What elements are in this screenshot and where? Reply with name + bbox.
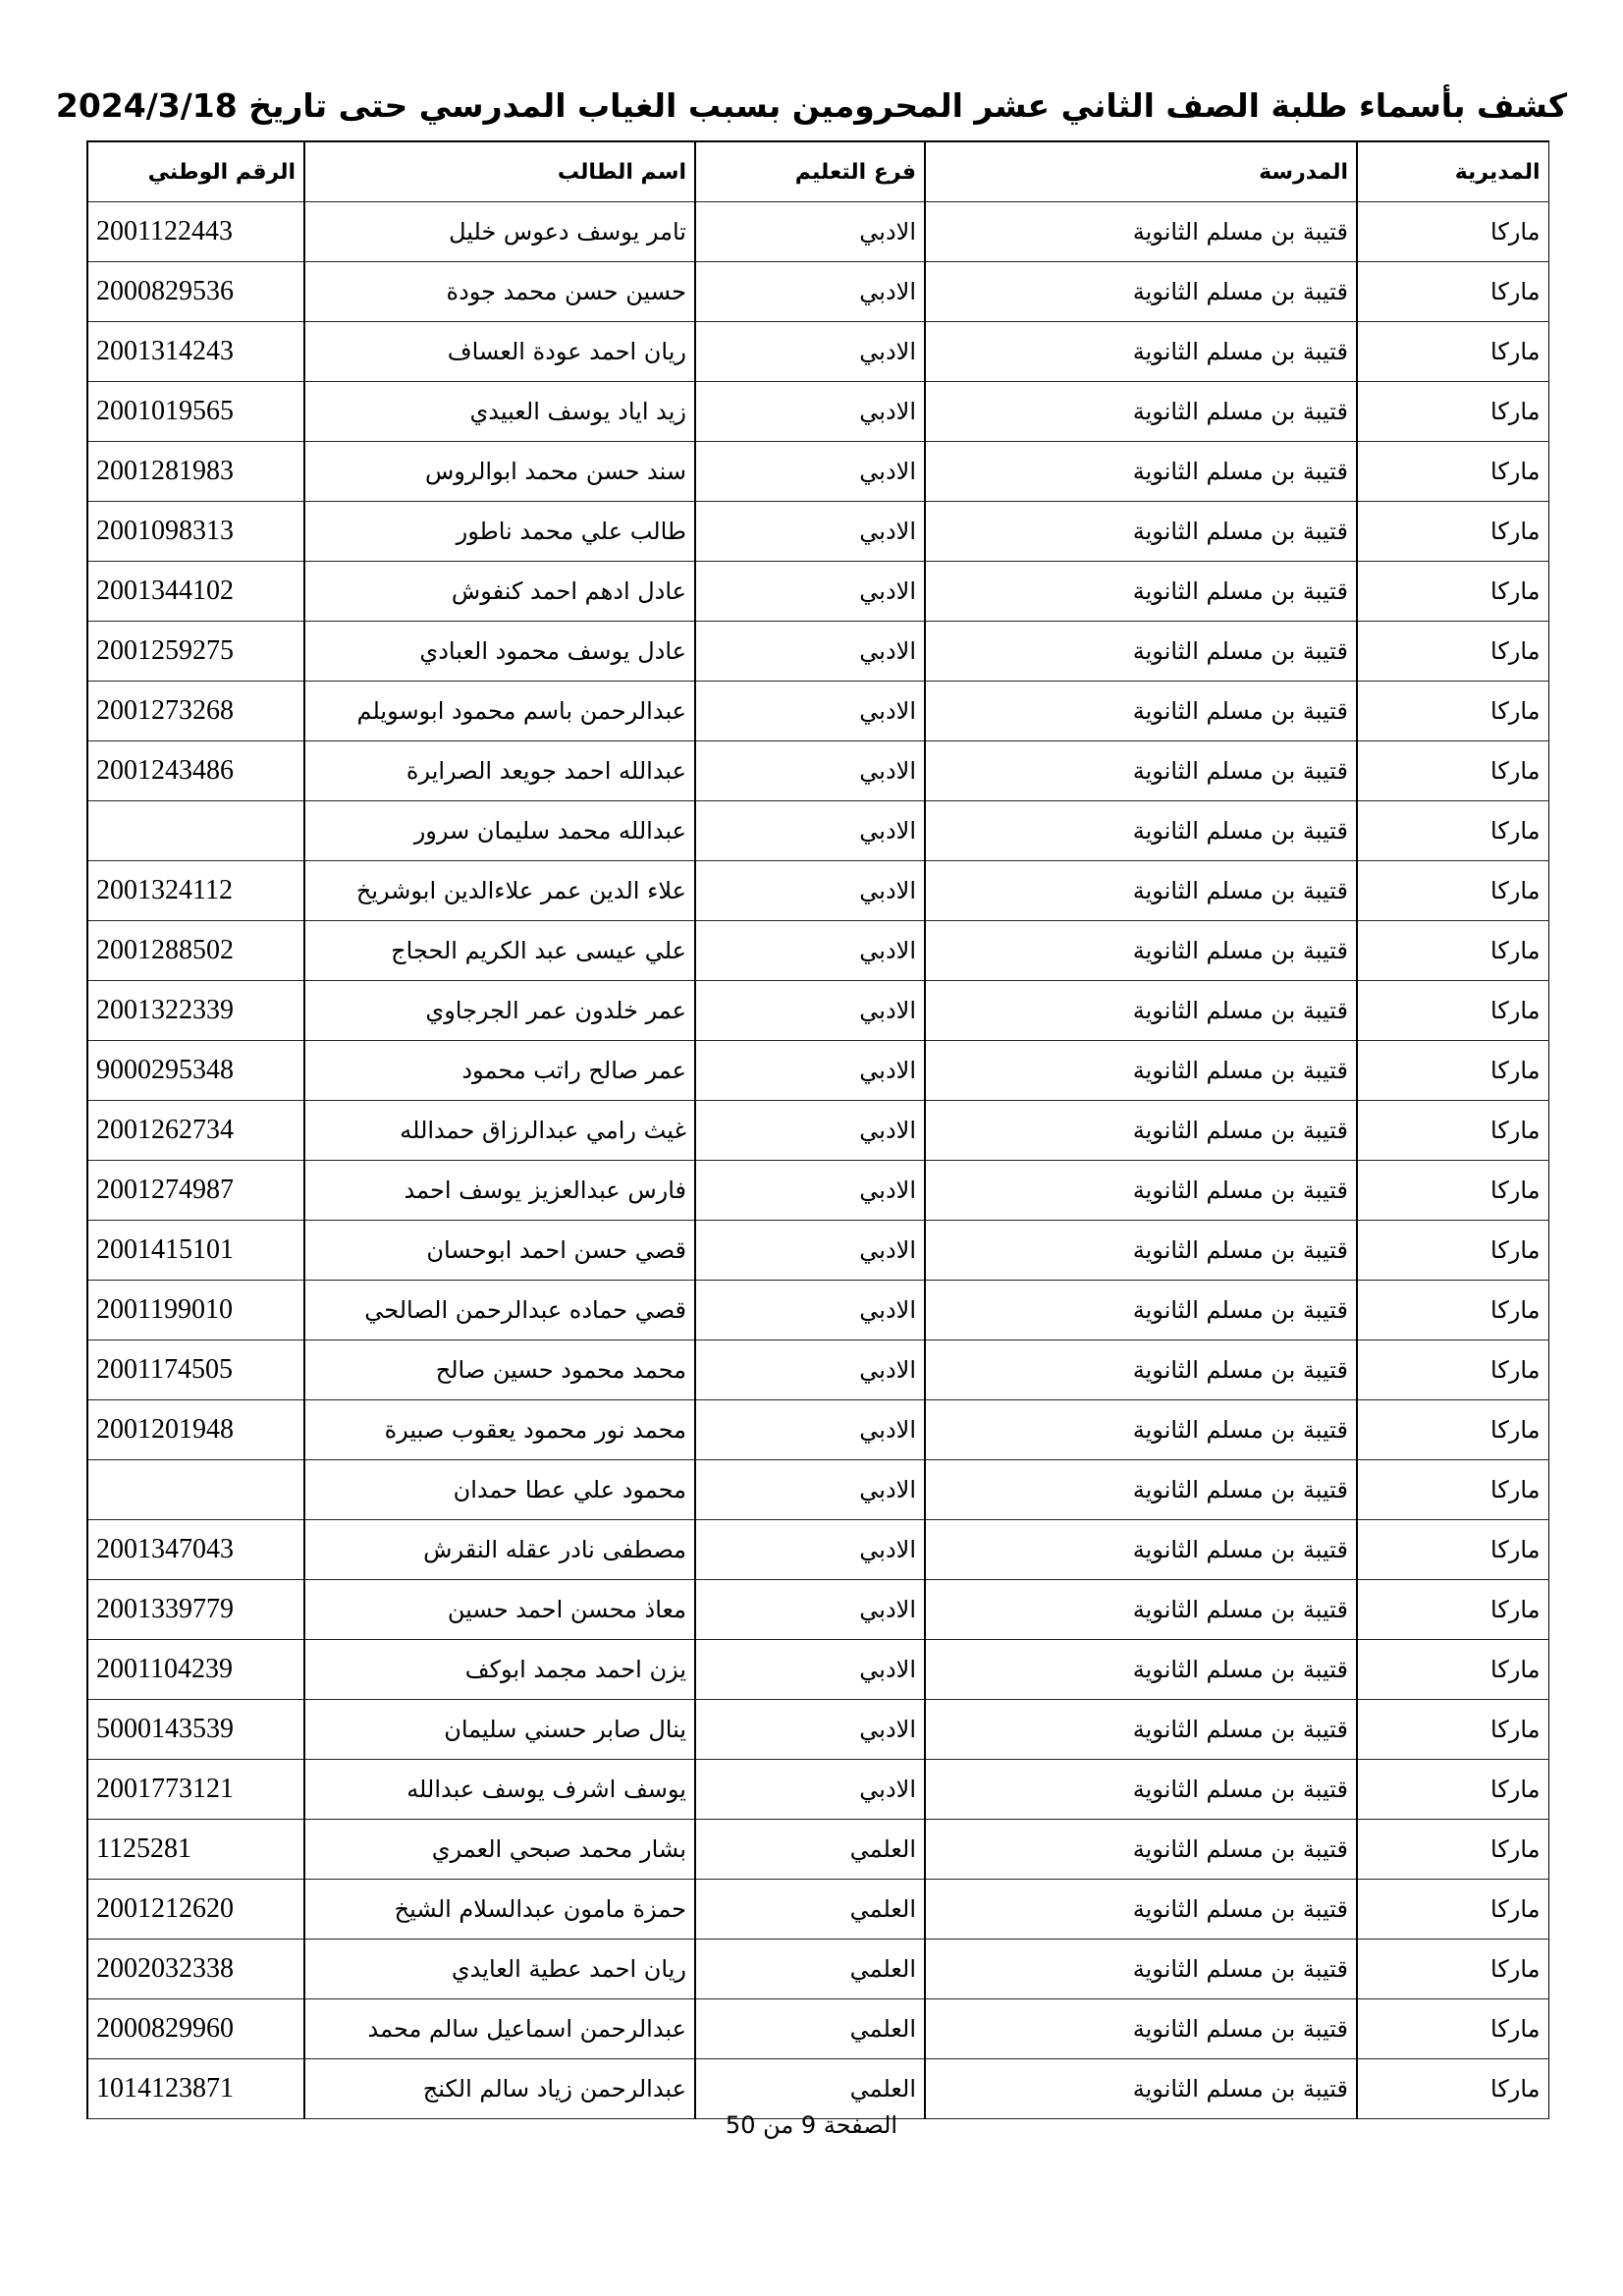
school-cell: قتيبة بن مسلم الثانوية — [925, 562, 1357, 622]
student-name-cell: عادل ادهم احمد كنفوش — [304, 562, 695, 622]
student-name-cell: عبدالرحمن باسم محمود ابوسويلم — [304, 682, 695, 741]
directorate-cell: ماركا — [1357, 1580, 1548, 1640]
table-row — [87, 1161, 1548, 1221]
directorate-cell: ماركا — [1357, 801, 1548, 861]
directorate-cell: ماركا — [1357, 1041, 1548, 1101]
students-table — [86, 140, 1549, 2119]
school-cell: قتيبة بن مسلم الثانوية — [925, 1700, 1357, 1760]
student-name-cell: محمود علي عطا حمدان — [304, 1460, 695, 1520]
student-name-cell: يوسف اشرف يوسف عبدالله — [304, 1760, 695, 1820]
student-name-cell: تامر يوسف دعوس خليل — [304, 202, 695, 262]
national-id-cell — [87, 801, 304, 861]
branch-cell: الادبي — [695, 442, 925, 502]
national-id-cell: 2001262734 — [87, 1101, 304, 1161]
school-cell: قتيبة بن مسلم الثانوية — [925, 442, 1357, 502]
student-name-cell: علاء الدين عمر علاءالدين ابوشريخ — [304, 861, 695, 921]
student-name-cell: عمر صالح راتب محمود — [304, 1041, 695, 1101]
branch-cell: العلمي — [695, 1940, 925, 1999]
school-cell: قتيبة بن مسلم الثانوية — [925, 861, 1357, 921]
national-id-cell: 2001243486 — [87, 741, 304, 801]
national-id-cell — [87, 1460, 304, 1520]
school-cell: قتيبة بن مسلم الثانوية — [925, 1340, 1357, 1400]
table-body — [87, 202, 1548, 2119]
table-row — [87, 741, 1548, 801]
col-school-header: المدرسة — [925, 141, 1357, 202]
school-cell: قتيبة بن مسلم الثانوية — [925, 981, 1357, 1041]
school-cell: قتيبة بن مسلم الثانوية — [925, 1999, 1357, 2059]
school-cell: قتيبة بن مسلم الثانوية — [925, 382, 1357, 442]
table-row — [87, 1999, 1548, 2059]
directorate-cell: ماركا — [1357, 382, 1548, 442]
table-row — [87, 1940, 1548, 1999]
national-id-cell: 2001288502 — [87, 921, 304, 981]
branch-cell: الادبي — [695, 741, 925, 801]
branch-cell: الادبي — [695, 682, 925, 741]
school-cell: قتيبة بن مسلم الثانوية — [925, 1580, 1357, 1640]
student-name-cell: حمزة مامون عبدالسلام الشيخ — [304, 1880, 695, 1940]
directorate-cell: ماركا — [1357, 1820, 1548, 1880]
branch-cell: الادبي — [695, 1161, 925, 1221]
directorate-cell: ماركا — [1357, 1700, 1548, 1760]
table-row — [87, 1041, 1548, 1101]
table-row — [87, 1640, 1548, 1700]
student-name-cell: يزن احمد مجمد ابوكف — [304, 1640, 695, 1700]
student-name-cell: محمد محمود حسين صالح — [304, 1340, 695, 1400]
branch-cell: العلمي — [695, 1880, 925, 1940]
branch-cell: الادبي — [695, 1520, 925, 1580]
branch-cell: الادبي — [695, 1221, 925, 1281]
student-name-cell: فارس عبدالعزيز يوسف احمد — [304, 1161, 695, 1221]
branch-cell: الادبي — [695, 1340, 925, 1400]
branch-cell: العلمي — [695, 2059, 925, 2119]
student-name-cell: عبدالله محمد سليمان سرور — [304, 801, 695, 861]
student-name-cell: عادل يوسف محمود العبادي — [304, 622, 695, 682]
directorate-cell: ماركا — [1357, 1999, 1548, 2059]
national-id-cell: 2001104239 — [87, 1640, 304, 1700]
directorate-cell: ماركا — [1357, 2059, 1548, 2119]
school-cell: قتيبة بن مسلم الثانوية — [925, 1400, 1357, 1460]
national-id-cell: 2001199010 — [87, 1281, 304, 1340]
table-row — [87, 1700, 1548, 1760]
school-cell: قتيبة بن مسلم الثانوية — [925, 262, 1357, 322]
student-name-cell: محمد نور محمود يعقوب صبيرة — [304, 1400, 695, 1460]
student-name-cell: عبدالرحمن اسماعيل سالم محمد — [304, 1999, 695, 2059]
school-cell: قتيبة بن مسلم الثانوية — [925, 921, 1357, 981]
directorate-cell: ماركا — [1357, 262, 1548, 322]
table-row — [87, 562, 1548, 622]
directorate-cell: ماركا — [1357, 741, 1548, 801]
school-cell: قتيبة بن مسلم الثانوية — [925, 622, 1357, 682]
directorate-cell: ماركا — [1357, 1340, 1548, 1400]
national-id-cell: 2000829536 — [87, 262, 304, 322]
student-name-cell: معاذ محسن احمد حسين — [304, 1580, 695, 1640]
student-name-cell: مصطفى نادر عقله النقرش — [304, 1520, 695, 1580]
table-row — [87, 1221, 1548, 1281]
directorate-cell: ماركا — [1357, 502, 1548, 562]
student-name-cell: عبدالله احمد جويعد الصرايرة — [304, 741, 695, 801]
national-id-cell: 2001259275 — [87, 622, 304, 682]
branch-cell: الادبي — [695, 1700, 925, 1760]
branch-cell: الادبي — [695, 622, 925, 682]
school-cell: قتيبة بن مسلم الثانوية — [925, 1940, 1357, 1999]
table-row — [87, 1580, 1548, 1640]
table-row — [87, 1400, 1548, 1460]
table-row — [87, 2059, 1548, 2119]
student-name-cell: قصي حسن احمد ابوحسان — [304, 1221, 695, 1281]
national-id-cell: 1125281 — [87, 1820, 304, 1880]
national-id-cell: 5000143539 — [87, 1700, 304, 1760]
branch-cell: الادبي — [695, 1101, 925, 1161]
directorate-cell: ماركا — [1357, 1161, 1548, 1221]
national-id-cell: 2001174505 — [87, 1340, 304, 1400]
col-student-name-header: اسم الطالب — [304, 141, 695, 202]
branch-cell: الادبي — [695, 1460, 925, 1520]
table-row — [87, 921, 1548, 981]
student-name-cell: علي عيسى عبد الكريم الحجاج — [304, 921, 695, 981]
student-name-cell: طالب علي محمد ناطور — [304, 502, 695, 562]
branch-cell: الادبي — [695, 502, 925, 562]
school-cell: قتيبة بن مسلم الثانوية — [925, 202, 1357, 262]
table-row — [87, 502, 1548, 562]
directorate-cell: ماركا — [1357, 682, 1548, 741]
national-id-cell: 2001415101 — [87, 1221, 304, 1281]
branch-cell: الادبي — [695, 1400, 925, 1460]
student-name-cell: قصي حماده عبدالرحمن الصالحي — [304, 1281, 695, 1340]
school-cell: قتيبة بن مسلم الثانوية — [925, 801, 1357, 861]
col-directorate-header: المديرية — [1357, 141, 1548, 202]
student-name-cell: ينال صابر حسني سليمان — [304, 1700, 695, 1760]
branch-cell: الادبي — [695, 562, 925, 622]
table-row — [87, 1880, 1548, 1940]
national-id-cell: 2001344102 — [87, 562, 304, 622]
table-row — [87, 1340, 1548, 1400]
national-id-cell: 2001122443 — [87, 202, 304, 262]
student-name-cell: ريان احمد عودة العساف — [304, 322, 695, 382]
school-cell: قتيبة بن مسلم الثانوية — [925, 1101, 1357, 1161]
directorate-cell: ماركا — [1357, 562, 1548, 622]
branch-cell: الادبي — [695, 861, 925, 921]
table-row — [87, 382, 1548, 442]
directorate-cell: ماركا — [1357, 202, 1548, 262]
school-cell: قتيبة بن مسلم الثانوية — [925, 682, 1357, 741]
school-cell: قتيبة بن مسلم الثانوية — [925, 1760, 1357, 1820]
branch-cell: الادبي — [695, 981, 925, 1041]
table-row — [87, 861, 1548, 921]
national-id-cell: 2001212620 — [87, 1880, 304, 1940]
branch-cell: العلمي — [695, 1999, 925, 2059]
national-id-cell: 1014123871 — [87, 2059, 304, 2119]
branch-cell: الادبي — [695, 921, 925, 981]
table-row — [87, 322, 1548, 382]
school-cell: قتيبة بن مسلم الثانوية — [925, 502, 1357, 562]
student-name-cell: زيد اياد يوسف العبيدي — [304, 382, 695, 442]
directorate-cell: ماركا — [1357, 921, 1548, 981]
national-id-cell: 9000295348 — [87, 1041, 304, 1101]
directorate-cell: ماركا — [1357, 1400, 1548, 1460]
table-header-row — [87, 141, 1548, 202]
student-name-cell: سند حسن محمد ابوالروس — [304, 442, 695, 502]
student-name-cell: ريان احمد عطية العايدي — [304, 1940, 695, 1999]
directorate-cell: ماركا — [1357, 861, 1548, 921]
national-id-cell: 2001274987 — [87, 1161, 304, 1221]
directorate-cell: ماركا — [1357, 1460, 1548, 1520]
branch-cell: الادبي — [695, 1760, 925, 1820]
directorate-cell: ماركا — [1357, 1101, 1548, 1161]
national-id-cell: 2001019565 — [87, 382, 304, 442]
table-row — [87, 1760, 1548, 1820]
table-row — [87, 1281, 1548, 1340]
school-cell: قتيبة بن مسلم الثانوية — [925, 1640, 1357, 1700]
directorate-cell: ماركا — [1357, 1221, 1548, 1281]
school-cell: قتيبة بن مسلم الثانوية — [925, 1161, 1357, 1221]
student-name-cell: عمر خلدون عمر الجرجاوي — [304, 981, 695, 1041]
table-row — [87, 442, 1548, 502]
national-id-cell: 2001322339 — [87, 981, 304, 1041]
table-row — [87, 622, 1548, 682]
table-row — [87, 981, 1548, 1041]
student-name-cell: عبدالرحمن زياد سالم الكنج — [304, 2059, 695, 2119]
table-row — [87, 1820, 1548, 1880]
school-cell: قتيبة بن مسلم الثانوية — [925, 1221, 1357, 1281]
school-cell: قتيبة بن مسلم الثانوية — [925, 2059, 1357, 2119]
national-id-cell: 2001281983 — [87, 442, 304, 502]
student-name-cell: حسين حسن محمد جودة — [304, 262, 695, 322]
student-name-cell: غيث رامي عبدالرزاق حمدالله — [304, 1101, 695, 1161]
table-row — [87, 202, 1548, 262]
school-cell: قتيبة بن مسلم الثانوية — [925, 741, 1357, 801]
col-branch-header: فرع التعليم — [695, 141, 925, 202]
branch-cell: الادبي — [695, 801, 925, 861]
national-id-cell: 2001314243 — [87, 322, 304, 382]
page-number: الصفحة 9 من 50 — [725, 2111, 898, 2139]
school-cell: قتيبة بن مسلم الثانوية — [925, 322, 1357, 382]
national-id-cell: 2002032338 — [87, 1940, 304, 1999]
school-cell: قتيبة بن مسلم الثانوية — [925, 1520, 1357, 1580]
school-cell: قتيبة بن مسلم الثانوية — [925, 1820, 1357, 1880]
national-id-cell: 2001339779 — [87, 1580, 304, 1640]
directorate-cell: ماركا — [1357, 1640, 1548, 1700]
branch-cell: الادبي — [695, 262, 925, 322]
directorate-cell: ماركا — [1357, 622, 1548, 682]
national-id-cell: 2001273268 — [87, 682, 304, 741]
directorate-cell: ماركا — [1357, 322, 1548, 382]
national-id-cell: 2001347043 — [87, 1520, 304, 1580]
national-id-cell: 2001201948 — [87, 1400, 304, 1460]
directorate-cell: ماركا — [1357, 1760, 1548, 1820]
directorate-cell: ماركا — [1357, 981, 1548, 1041]
branch-cell: الادبي — [695, 1041, 925, 1101]
directorate-cell: ماركا — [1357, 1281, 1548, 1340]
school-cell: قتيبة بن مسلم الثانوية — [925, 1880, 1357, 1940]
table-row — [87, 1101, 1548, 1161]
table-row — [87, 801, 1548, 861]
school-cell: قتيبة بن مسلم الثانوية — [925, 1281, 1357, 1340]
national-id-cell: 2001098313 — [87, 502, 304, 562]
directorate-cell: ماركا — [1357, 1520, 1548, 1580]
branch-cell: الادبي — [695, 202, 925, 262]
national-id-cell: 2000829960 — [87, 1999, 304, 2059]
school-cell: قتيبة بن مسلم الثانوية — [925, 1460, 1357, 1520]
branch-cell: الادبي — [695, 1640, 925, 1700]
student-name-cell: بشار محمد صبحي العمري — [304, 1820, 695, 1880]
branch-cell: العلمي — [695, 1820, 925, 1880]
col-national-id-header: الرقم الوطني — [87, 141, 304, 202]
table-row — [87, 682, 1548, 741]
national-id-cell: 2001773121 — [87, 1760, 304, 1820]
branch-cell: الادبي — [695, 322, 925, 382]
directorate-cell: ماركا — [1357, 1940, 1548, 1999]
directorate-cell: ماركا — [1357, 442, 1548, 502]
table-row — [87, 262, 1548, 322]
table-row — [87, 1520, 1548, 1580]
page-title: كشف بأسماء طلبة الصف الثاني عشر المحرومين بسبب الغياب المدرسي حتى تاريخ 2024/3/18 — [55, 86, 1568, 125]
branch-cell: الادبي — [695, 1580, 925, 1640]
national-id-cell: 2001324112 — [87, 861, 304, 921]
directorate-cell: ماركا — [1357, 1880, 1548, 1940]
table-row — [87, 1460, 1548, 1520]
school-cell: قتيبة بن مسلم الثانوية — [925, 1041, 1357, 1101]
branch-cell: الادبي — [695, 1281, 925, 1340]
branch-cell: الادبي — [695, 382, 925, 442]
